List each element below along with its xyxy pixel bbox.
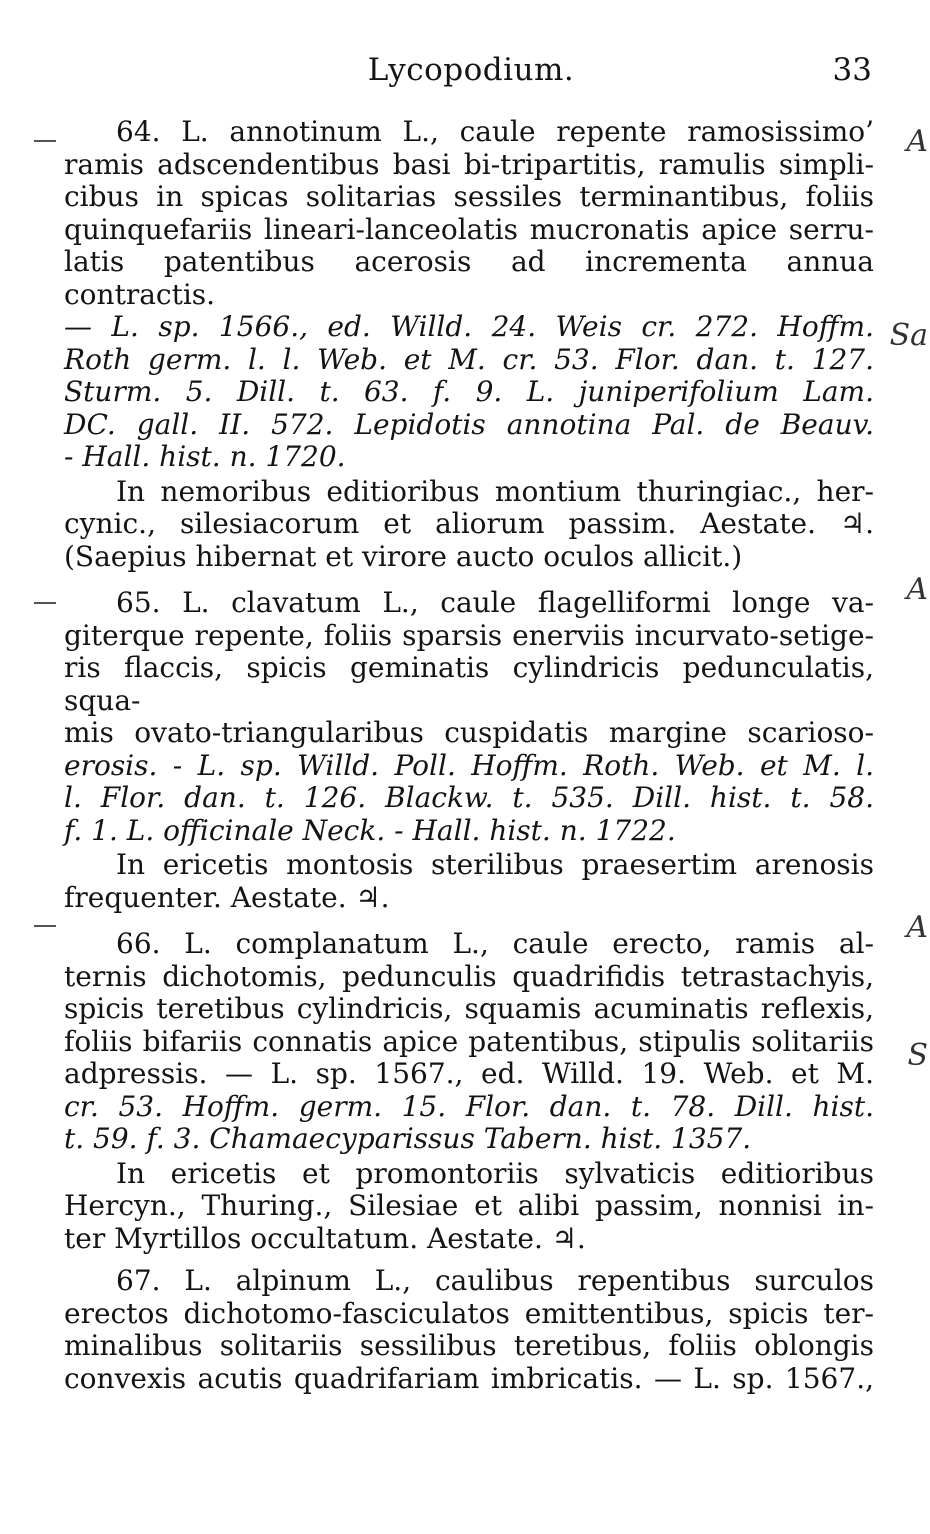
entry-line: latis patentibus acerosis ad incrementa annua contractis.: [64, 245, 874, 311]
entry-line: 66. L. complanatum L., caule erecto, ramis al-: [116, 927, 874, 960]
habitat-note: [64, 849, 874, 914]
margin-dash: [34, 925, 56, 927]
habitat-note: [64, 476, 874, 574]
entry-line: ris flaccis, spicis geminatis cylindricis pedunculatis, squa-: [64, 651, 874, 717]
entry-line: mis ovato-triangularibus cuspidatis margine scarioso-: [64, 716, 874, 749]
entry-line: foliis bifariis connatis apice patentibus, stipulis solitariis: [64, 1024, 874, 1058]
entry-line: ramis adscendentibus basi bi-tripartitis, ramulis simpli-: [64, 147, 874, 181]
species-entry: [64, 928, 874, 1156]
entry-line: convexis acutis quadrifariam imbricatis. — L. sp. 1567.,: [64, 1361, 874, 1395]
entry-line: t. 59. f. 3. Chamaecyparissus Tabern. hist. 1357.: [64, 1122, 752, 1155]
running-title: Lycopodium.: [367, 52, 575, 88]
entry-line: — L. sp. 1566., ed. Willd. 24. Weis cr. 272. Hoffm.: [64, 310, 874, 343]
margin-dash: [34, 602, 56, 604]
habitat-line: In nemoribus editioribus montium thuringiac., her-: [116, 474, 874, 508]
habitat-line: frequenter. Aestate. ♃.: [64, 880, 390, 914]
entry-line: 64. L. annotinum L., caule repente ramosissimo’: [116, 115, 874, 148]
page-body: [64, 116, 874, 1395]
entry-line: giterque repente, foliis sparsis enerviis incurvato-setige-: [64, 618, 874, 652]
margin-note: A: [906, 124, 928, 159]
habitat-line: Hercyn., Thuring., Silesiae et alibi passim, nonnisi in-: [64, 1189, 874, 1222]
habitat-line: In ericetis et promontoriis sylvaticis editioribus: [116, 1156, 874, 1190]
margin-note: A: [906, 572, 928, 607]
page-number: 33: [832, 52, 872, 88]
entry-line: l. Flor. dan. t. 126. Blackw. t. 535. Dill. hist. t. 58.: [64, 781, 874, 814]
entry-line: DC. gall. II. 572. Lepidotis annotina Pal. de Beauv.: [64, 407, 874, 441]
entry-line: - Hall. hist. n. 1720.: [64, 440, 346, 473]
habitat-line: (Saepius hibernat et virore aucto oculos allicit.): [64, 539, 743, 573]
entry-line: adpressis. — L. sp. 1567., ed. Willd. 19. Web. et M.: [64, 1057, 874, 1090]
habitat-line: cynic., silesiacorum et aliorum passim. Aestate. ♃.: [64, 507, 874, 540]
entry-line: Sturm. 5. Dill. t. 63. f. 9. L. juniperifolium Lam.: [64, 375, 874, 408]
entry-line: ternis dichotomis, pedunculis quadrifidis tetrastachyis,: [64, 959, 874, 993]
margin-note: A: [906, 910, 928, 945]
entry-line: erosis. - L. sp. Willd. Poll. Hoffm. Roth. Web. et M. l.: [64, 748, 874, 782]
species-entry: [64, 587, 874, 847]
habitat-note: [64, 1158, 874, 1256]
entry-line: spicis teretibus cylindricis, squamis acuminatis reflexis,: [64, 992, 874, 1025]
page-header: [64, 52, 878, 96]
entry-line: Roth germ. l. l. Web. et M. cr. 53. Flor. dan. t. 127.: [64, 342, 874, 376]
entry-line: f. 1. L. officinale Neck. - Hall. hist. n. 1722.: [64, 813, 676, 847]
entry-line: cibus in spicas solitarias sessiles terminantibus, foliis: [64, 180, 874, 213]
entry-line: 67. L. alpinum L., caulibus repentibus surculos: [116, 1264, 874, 1297]
entry-line: cr. 53. Hoffm. germ. 15. Flor. dan. t. 78. Dill. hist.: [64, 1089, 874, 1123]
entry-line: 65. L. clavatum L., caule flagelliformi longe va-: [116, 586, 874, 619]
entry-line: minalibus solitariis sessilibus teretibus, foliis oblongis: [64, 1329, 874, 1362]
margin-note: S: [907, 1038, 928, 1073]
habitat-line: In ericetis montosis sterilibus praesertim arenosis: [116, 848, 874, 881]
species-entry: [64, 116, 874, 474]
margin-dash: [34, 140, 56, 142]
species-entry: [64, 1265, 874, 1395]
habitat-line: ter Myrtillos occultatum. Aestate. ♃.: [64, 1221, 586, 1255]
margin-note: Sa: [889, 318, 928, 353]
entry-line: erectos dichotomo-fasciculatos emittentibus, spicis ter-: [64, 1296, 874, 1330]
entry-line: quinquefariis lineari-lanceolatis mucronatis apice serru-: [64, 212, 874, 246]
